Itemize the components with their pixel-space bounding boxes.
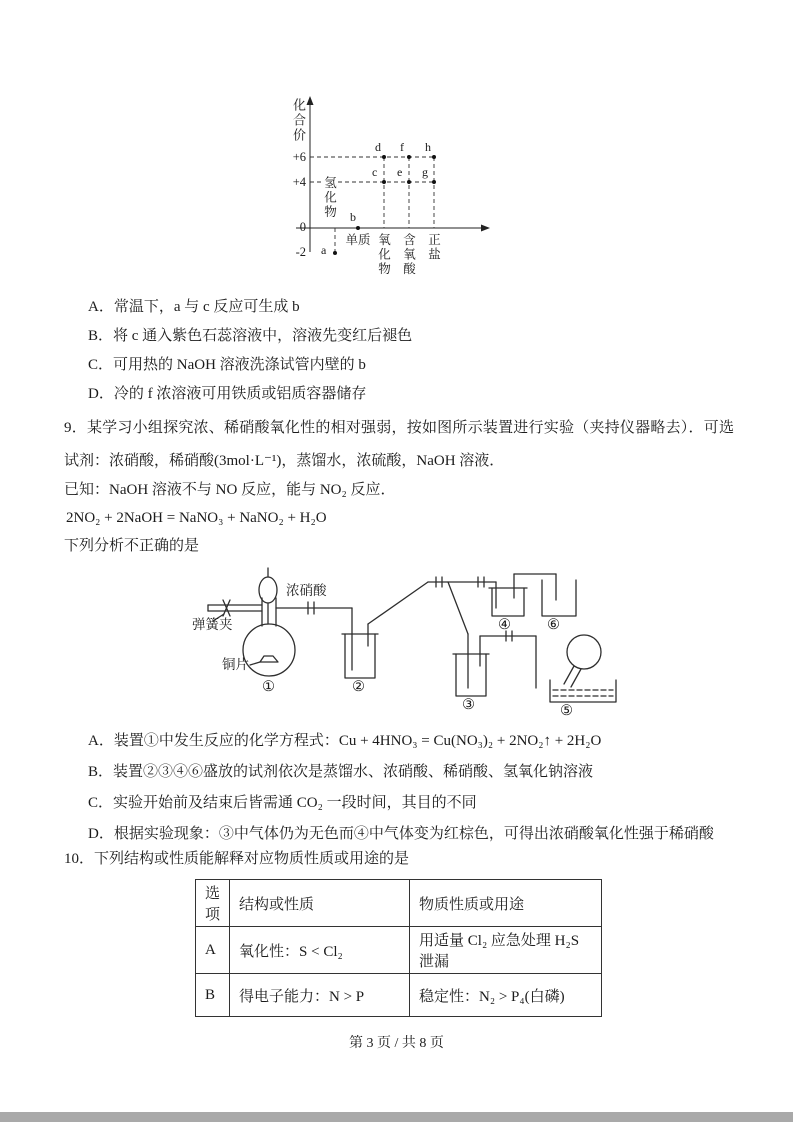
- y-axis-arrow: [307, 96, 314, 105]
- column-label-salt: 正盐: [426, 233, 441, 262]
- manifold-tubing: [368, 577, 496, 634]
- q8-option-b: B．将 c 通入紫色石蕊溶液中，溶液先变红后褪色: [88, 328, 413, 344]
- q10-cell-b-option: B: [196, 974, 230, 1017]
- point-label-a: a: [321, 243, 327, 257]
- y-tick-minus2: -2: [295, 245, 306, 259]
- device-6-label: ⑥: [547, 617, 560, 633]
- q10-cell-a-property: 用适量 Cl₂ 应急处理 H₂S 泄漏: [410, 927, 602, 974]
- wash-bottle-2: [342, 608, 378, 678]
- q10-cell-b-property: 稳定性：N₂ > P₄(白磷): [410, 974, 602, 1017]
- q10-cell-a-option: A: [196, 927, 230, 974]
- q10-cell-b-structure: 得电子能力：N > P: [230, 974, 410, 1017]
- tube-flask-to-bottle2: [276, 602, 352, 614]
- device-2-label: ②: [352, 679, 365, 695]
- device-5-label: ⑤: [560, 703, 573, 719]
- q10-header-property: 物质性质或用途: [410, 880, 602, 927]
- y-axis-title: 化合价: [291, 98, 306, 143]
- q9-prompt: 下列分析不正确的是: [64, 538, 200, 554]
- reaction-flask-1: [243, 598, 295, 676]
- device-4-label: ④: [498, 617, 511, 633]
- bottom-bar: [0, 1112, 793, 1122]
- q9-stem: 9．某学习小组探究浓、稀硝酸氧化性的相对强弱，按如图所示装置进行实验（夹持仪器略去）．可选试剂：浓硝酸，稀硝酸(3mol·L⁻¹)，蒸馏水，浓硫酸，NaOH 溶液．: [64, 420, 734, 469]
- device-3-label: ③: [462, 697, 475, 713]
- beaker-6: [542, 580, 576, 616]
- point-label-c: c: [372, 165, 378, 179]
- q10-table-row-b: [196, 974, 602, 1017]
- point-label-d: d: [375, 140, 381, 154]
- point-label-b: b: [350, 210, 356, 224]
- column-label-oxide: 氧化物: [376, 233, 391, 277]
- q10-header-option: 选项: [196, 880, 230, 927]
- q8-option-c: C．可用热的 NaOH 溶液洗涤试管内壁的 b: [88, 357, 366, 373]
- wash-bottle-4: [489, 574, 527, 616]
- point-label-f: f: [400, 140, 404, 154]
- column-label-hydride: 氢化物: [322, 176, 337, 220]
- page-footer: 第 3 页 / 共 8 页: [349, 1036, 444, 1051]
- tube-bottle4-to-beaker: [514, 574, 556, 600]
- q8-option-a: A．常温下，a 与 c 反应可生成 b: [88, 299, 300, 315]
- q10-stem: 10．下列结构或性质能解释对应物质性质或用途的是: [64, 851, 410, 867]
- q10-table: [195, 879, 602, 1017]
- x-axis-arrow: [481, 225, 490, 232]
- water-trough-5: [550, 680, 616, 702]
- inverted-flask-5: [564, 635, 601, 687]
- y-tick-plus4: +4: [292, 175, 306, 189]
- q10-table-row-a: [196, 927, 602, 974]
- point-label-h: h: [425, 140, 431, 154]
- q10-table-header-row: [196, 880, 602, 927]
- valence-diagram: [280, 92, 495, 284]
- q9-option-a: A．装置①中发生反应的化学方程式：Cu + 4HNO₃ = Cu(NO₃)₂ + 2NO₂↑ + 2H₂O: [88, 733, 602, 749]
- spring-clip-label: 弹簧夹: [192, 617, 233, 632]
- y-tick-plus6: +6: [292, 150, 306, 164]
- column-label-oxyacid: 含氧酸: [401, 233, 416, 277]
- device-1-label: ①: [262, 679, 275, 695]
- q9-known: 已知：NaOH 溶液不与 NO 反应，能与 NO₂ 反应．: [64, 482, 396, 498]
- q9-option-c: C．实验开始前及结束后皆需通 CO₂ 一段时间，其目的不同: [88, 795, 477, 811]
- point-label-g: g: [422, 165, 428, 179]
- point-label-e: e: [397, 165, 403, 179]
- q8-option-d: D．冷的 f 浓溶液可用铁质或铝质容器储存: [88, 386, 367, 402]
- q9-option-b: B．装置②③④⑥盛放的试剂依次是蒸馏水、浓硝酸、稀硝酸、氢氧化钠溶液: [88, 764, 594, 780]
- q10-cell-a-structure: 氧化性：S < Cl₂: [230, 927, 410, 974]
- q9-equation: 2NO₂ + 2NaOH = NaNO₃ + NaNO₂ + H₂O: [66, 510, 327, 526]
- copper-label: 铜片: [222, 657, 249, 672]
- wash-bottle-3: [453, 634, 489, 696]
- tube-bottle3-to-trough: [480, 631, 536, 688]
- q9-option-d: D．根据实验现象：③中气体仍为无色而④中气体变为红棕色，可得出浓硝酸氧化性强于稀硝酸: [88, 826, 714, 842]
- q10-header-structure: 结构或性质: [230, 880, 410, 927]
- column-label-element: 单质: [345, 233, 371, 247]
- apparatus-diagram: [180, 550, 750, 728]
- conc-nitric-acid-label: 浓硝酸: [286, 583, 327, 598]
- y-tick-zero: 0: [299, 220, 306, 234]
